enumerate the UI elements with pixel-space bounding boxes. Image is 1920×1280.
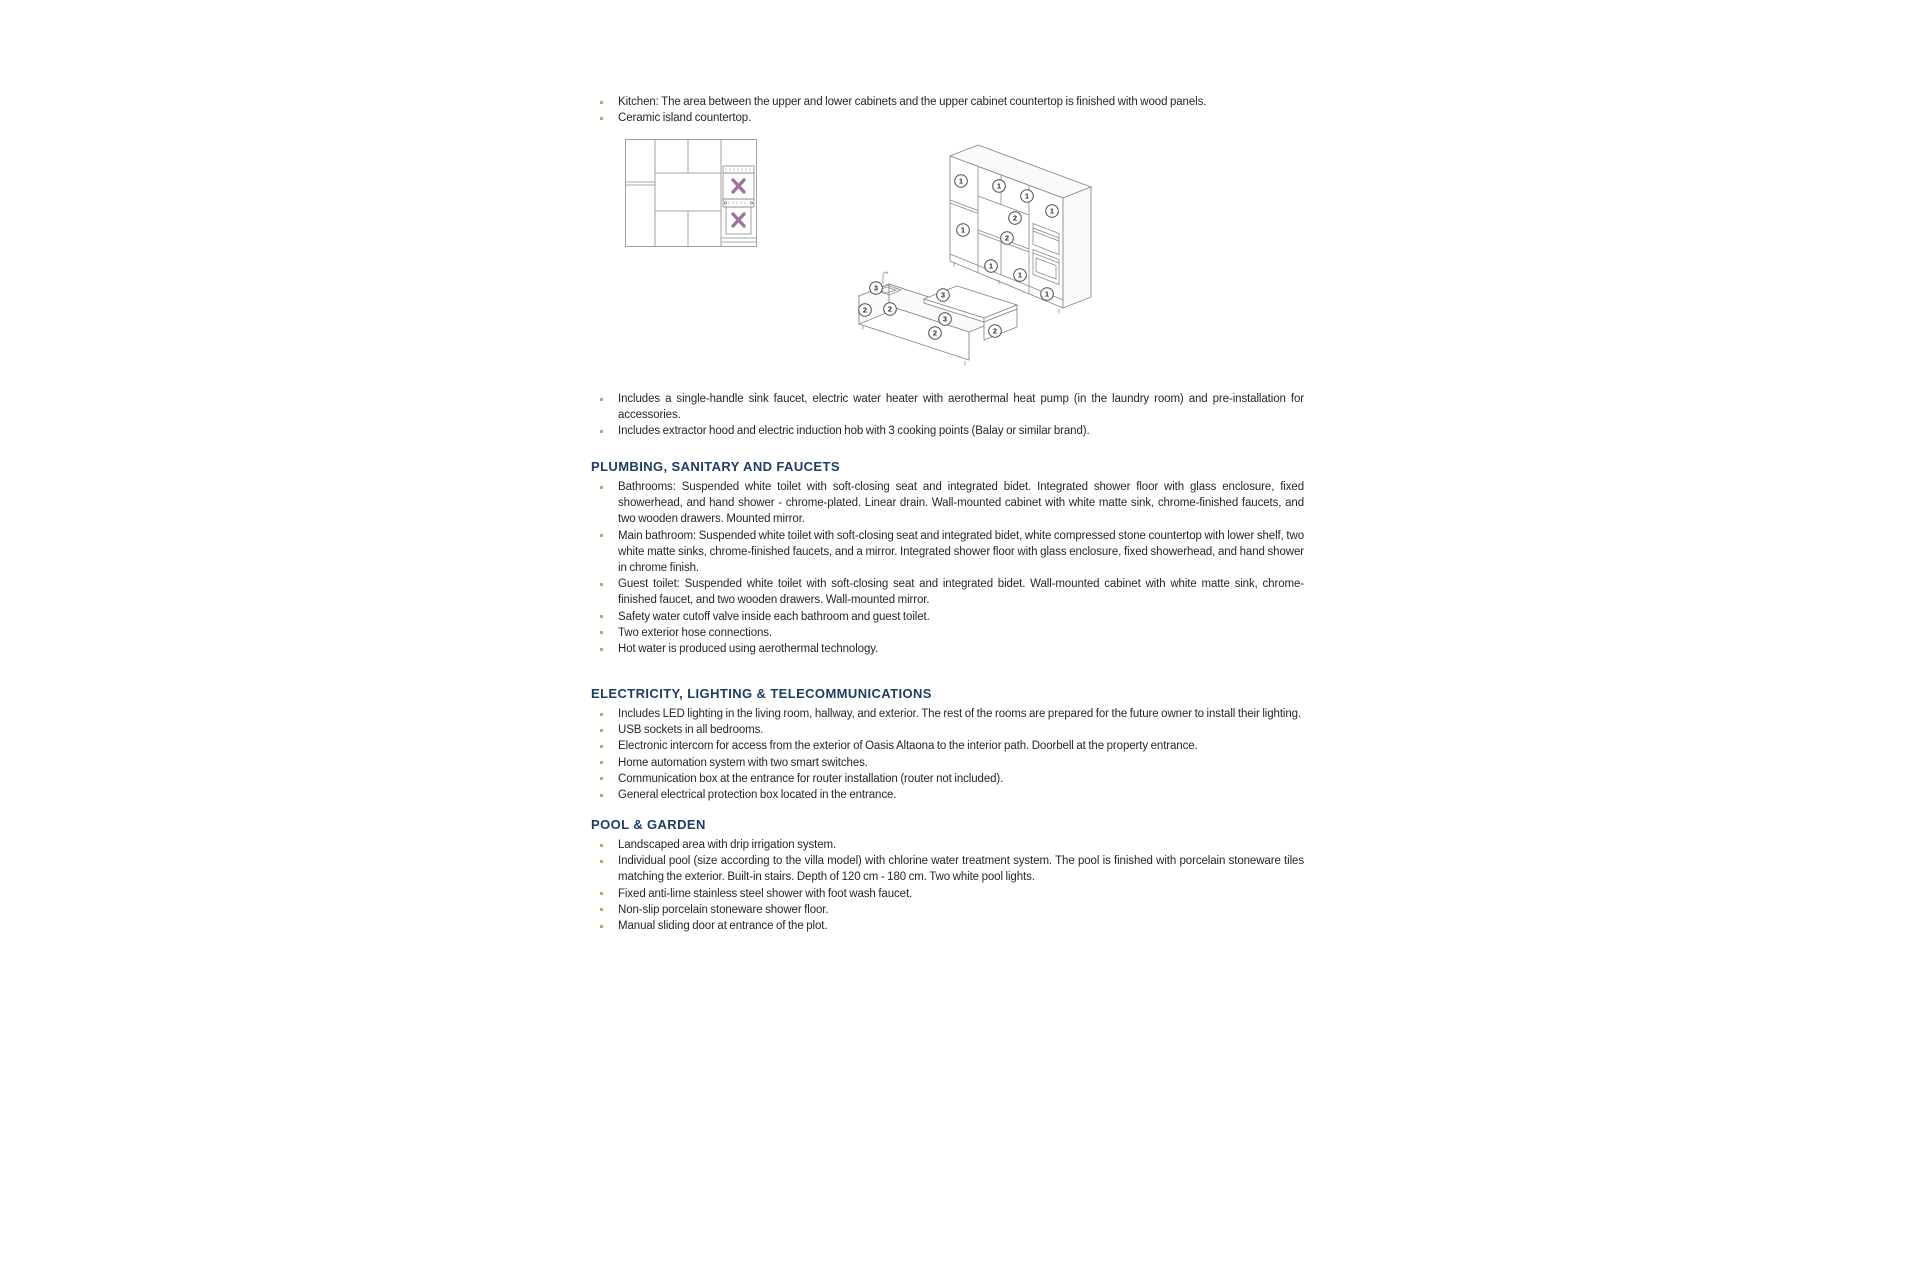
bullet-marker [600,794,603,797]
bullet-item [591,528,1304,577]
bullet-marker [600,398,603,401]
bullet-marker [600,117,603,120]
marker-number: 3 [942,314,948,324]
bullet-item [591,576,1304,608]
bullet-item [591,641,1304,657]
kitchen-isometric-svg [849,141,1099,368]
marker-number: 2 [862,305,868,315]
bullet-text: Home automation system with two smart switches. [618,756,868,769]
bullet-marker [600,844,603,847]
section-electricity [591,686,1304,803]
section-heading: ELECTRICITY, LIGHTING & TELECOMMUNICATIONS [591,686,932,701]
bullet-text: Individual pool (size according to the villa model) with chlorine water treatment system. The pool is finished with porcelain stoneware tiles matching the exterior. Built-in stairs. Depth of 120 cm - 180 cm. Two white pool lights. [618,855,1304,884]
bullet-text: Fixed anti-lime stainless steel shower with foot wash faucet. [618,887,913,900]
marker-number: 2 [932,328,938,338]
marker-number: 2 [1004,233,1010,243]
kitchen-elevation-svg [625,139,757,247]
bullet-text: Non-slip porcelain stoneware shower floor. [618,903,829,916]
bullet-marker [600,713,603,716]
kitchen-bullet-list [591,391,1304,440]
kitchen-island [859,272,1017,366]
section-bullet-list [591,706,1304,803]
section-bullet-list [591,837,1304,934]
bullet-marker [600,615,603,618]
bullet-item [591,423,1304,439]
bullet-text: Safety water cutoff valve inside each bathroom and guest toilet. [618,610,930,623]
bullet-marker [600,860,603,863]
marker-number: 3 [940,290,946,300]
bullet-item [591,837,1304,853]
marker-number: 1 [996,181,1002,191]
bullet-text: Bathrooms: Suspended white toilet with soft-closing seat and integrated bidet. Integrated shower floor with glass enclosure, fixed showerhead, and hand shower - chrome-plated. Linear drain. Wall-mounted cabinet with white matte sink, chrome-finished faucets, and two wooden drawers. Mounted mirror. [618,481,1304,526]
bullet-text: Guest toilet: Suspended white toilet with soft-closing seat and integrated bidet. Wall-mounted cabinet with white matte sink, chrome-finished faucet, and two wooden drawers. Wall-mounted mirror. [618,578,1304,607]
marker-number: 2 [1012,213,1018,223]
marker-number: 1 [1049,206,1055,216]
bullet-item [591,755,1304,771]
bullet-marker [600,101,603,104]
bullet-marker [600,729,603,732]
bullet-marker [600,648,603,651]
bullet-text: Electronic intercom for access from the exterior of Oasis Altaona to the interior path. Doorbell at the property entrance. [618,740,1198,753]
intro-bullet-list [591,94,1304,126]
section-pool-garden [591,817,1304,934]
kitchen-isometric-diagram [849,141,1099,368]
marker-number: 1 [960,225,966,235]
bullet-text: Includes a single-handle sink faucet, electric water heater with aerothermal heat pump (in the laundry room) and pre-installation for accessories. [618,393,1304,422]
bullet-text: Includes extractor hood and electric induction hob with 3 cooking points (Balay or similar brand). [618,425,1090,438]
bullet-marker [600,761,603,764]
bullet-marker [600,486,603,489]
bullet-item [591,771,1304,787]
bullet-marker [600,777,603,780]
bullet-text: Includes LED lighting in the living room, hallway, and exterior. The rest of the rooms are prepared for the future owner to install their lighting. [618,708,1302,720]
bullet-text: Hot water is produced using aerothermal technology. [618,643,879,656]
bullet-text: General electrical protection box located in the entrance. [618,789,897,802]
bullet-item [591,706,1304,722]
tall-cabinet-run [950,145,1091,314]
bullet-text: Two exterior hose connections. [618,626,773,639]
bullet-item [591,94,1304,110]
section-bullet-list [591,479,1304,657]
section-plumbing [591,459,1304,657]
bullet-text: Ceramic island countertop. [618,112,752,125]
bullet-text: Kitchen: The area between the upper and lower cabinets and the upper cabinet countertop is finished with wood panels. [618,96,1207,108]
section-heading: PLUMBING, SANITARY AND FAUCETS [591,459,840,474]
bullet-marker [600,892,603,895]
bullet-marker [600,745,603,748]
bullet-marker [600,534,603,537]
bullet-marker [600,430,603,433]
bullet-item [591,625,1304,641]
marker-number: 3 [873,283,879,293]
bullet-item [591,738,1304,754]
bullet-text: Main bathroom: Suspended white toilet with soft-closing seat and integrated bidet, white compressed stone countertop with lower shelf, two white matte sinks, chrome-finished faucets, and a mirror. Integrated shower floor with glass enclosure, fixed showerhead, and hand shower in chrome finish. [618,529,1304,575]
bullet-item [591,902,1304,918]
marker-number: 1 [1017,270,1023,280]
bullet-text: Landscaped area with drip irrigation system. [618,839,837,851]
marker-number: 1 [1044,289,1050,299]
bullet-item [591,918,1304,934]
bullet-marker [600,908,603,911]
bullet-item [591,853,1304,885]
bullet-marker [600,583,603,586]
bullet-marker [600,925,603,928]
bullet-item [591,886,1304,902]
appliance-x-icon [733,180,744,226]
kitchen-elevation-diagram [625,139,757,247]
bullet-item [591,391,1304,423]
marker-number: 1 [958,176,964,186]
bullet-text: USB sockets in all bedrooms. [618,724,764,737]
bullet-marker [600,631,603,634]
bullet-item [591,609,1304,625]
marker-number: 2 [887,304,893,314]
bullet-text: Communication box at the entrance for router installation (router not included). [618,772,1004,785]
bullet-item [591,110,1304,126]
marker-number: 1 [988,261,994,271]
marker-number: 2 [992,326,998,336]
marker-number: 1 [1024,191,1030,201]
bullet-item [591,479,1304,528]
bullet-item [591,787,1304,803]
section-heading: POOL & GARDEN [591,817,706,832]
bullet-text: Manual sliding door at entrance of the plot. [618,920,828,933]
bullet-item [591,722,1304,738]
